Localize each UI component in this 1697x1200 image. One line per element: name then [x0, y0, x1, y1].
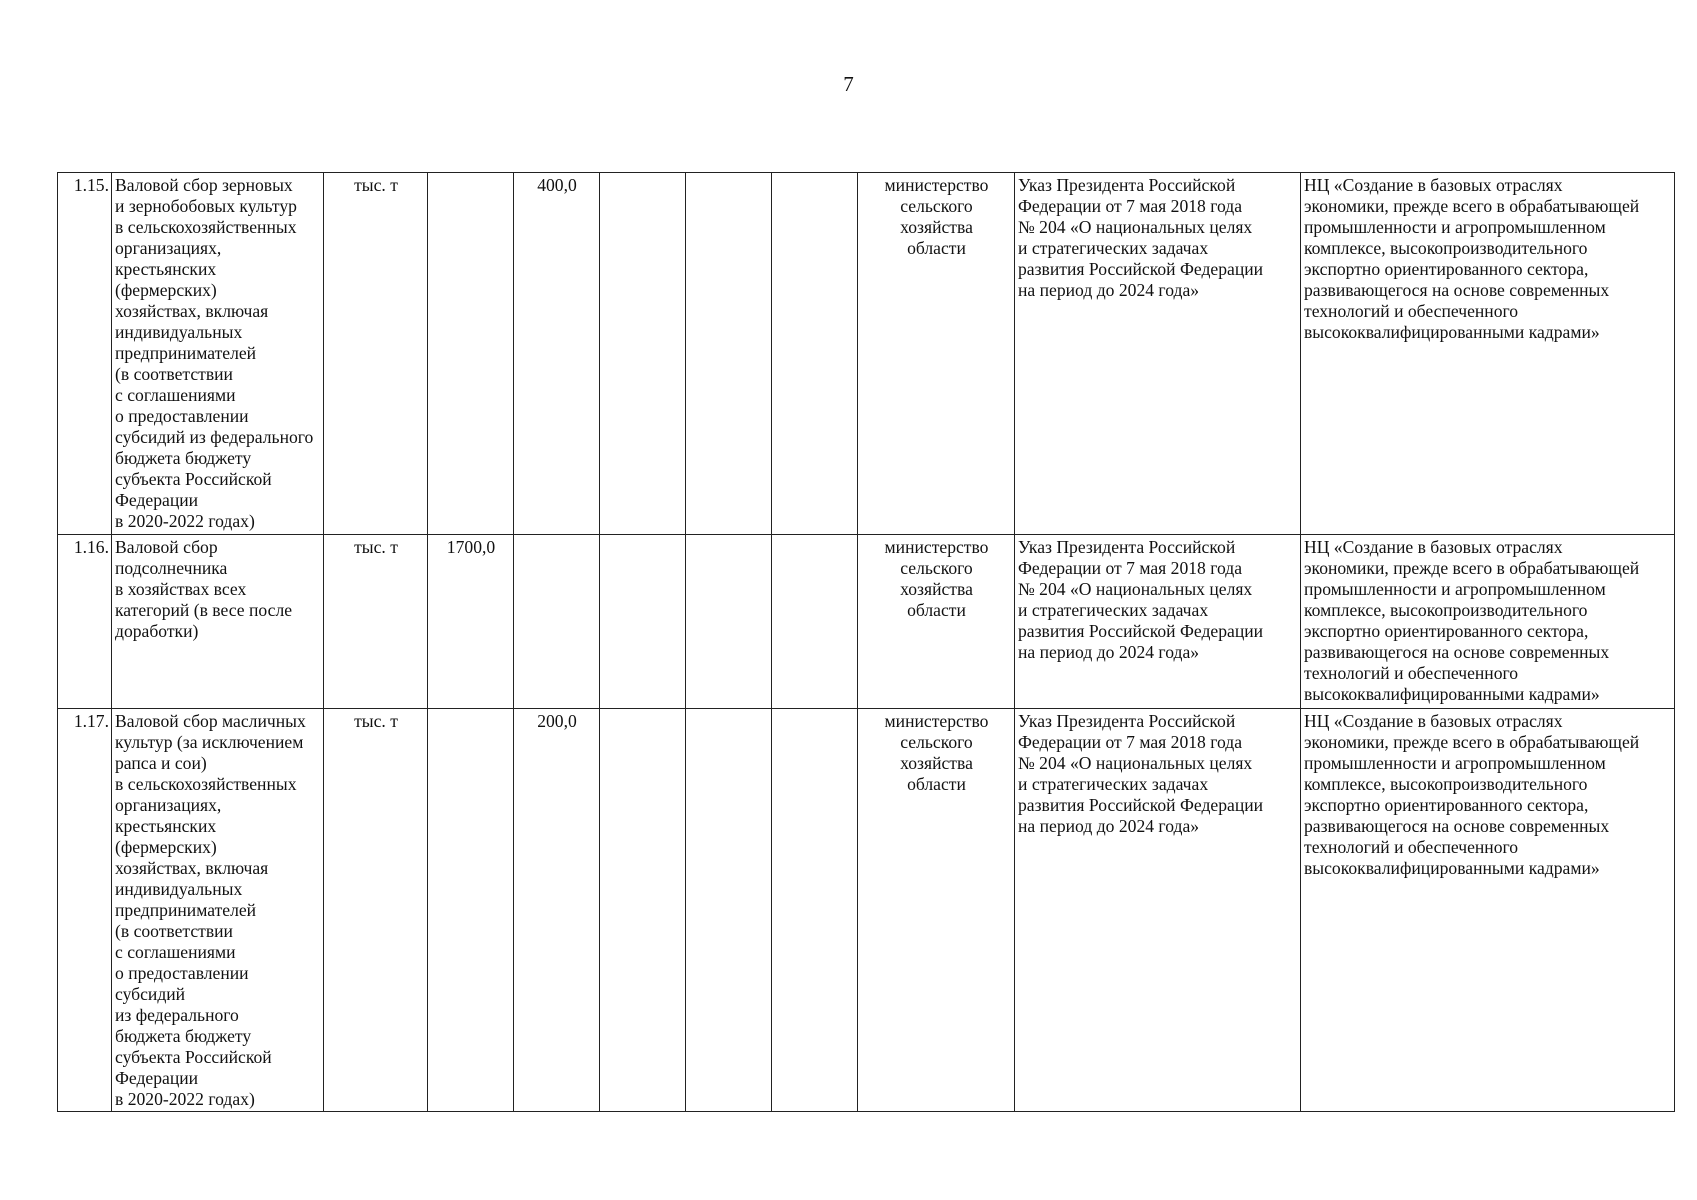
legal-basis-line: Федерации от 7 мая 2018 года: [1018, 196, 1243, 216]
value-cell: [772, 173, 858, 535]
indicator-name-line: подсолнечника: [115, 558, 228, 578]
indicator-name-line: индивидуальных: [115, 879, 243, 899]
indicator-name-line: Валовой сбор зерновых: [115, 175, 293, 195]
indicator-name-line: субъекта Российской: [115, 469, 272, 489]
value-cell: 200,0: [514, 709, 600, 1112]
value-cell: [772, 535, 858, 709]
indicator-name-line: (фермерских): [115, 837, 217, 857]
table-body: [58, 173, 1675, 1112]
responsible-body-line: министерство: [884, 537, 989, 557]
responsible-body: [858, 173, 1015, 535]
legal-basis-line: и стратегических задачах: [1018, 774, 1209, 794]
national-goal: [1301, 173, 1675, 535]
indicator-name-line: категорий (в весе после: [115, 600, 293, 620]
value-cell: [772, 709, 858, 1112]
value-cell: [600, 173, 686, 535]
legal-basis-line: Федерации от 7 мая 2018 года: [1018, 732, 1243, 752]
indicator-name-line: о предоставлении: [115, 406, 249, 426]
indicator-name-line: в хозяйствах всех: [115, 579, 247, 599]
indicator-name-line: предпринимателей: [115, 900, 257, 920]
indicator-name-line: крестьянских: [115, 816, 217, 836]
responsible-body-line: сельского: [900, 558, 973, 578]
national-goal-line: НЦ «Создание в базовых отраслях: [1304, 537, 1563, 557]
legal-basis-line: и стратегических задачах: [1018, 238, 1209, 258]
indicator-name-line: рапса и сои): [115, 753, 207, 773]
indicator-name-line: хозяйствах, включая: [115, 858, 269, 878]
national-goal: [1301, 535, 1675, 709]
national-goal-line: высококвалифицированными кадрами»: [1304, 322, 1600, 342]
table-row: [58, 709, 1675, 1112]
national-goal-line: экспортно ориентированного сектора,: [1304, 259, 1589, 279]
value-cell: [686, 173, 772, 535]
indicator-name-line: и зернобобовых культур: [115, 196, 297, 216]
national-goal-line: высококвалифицированными кадрами»: [1304, 858, 1600, 878]
indicator-name-line: организациях,: [115, 795, 222, 815]
indicator-name-line: в сельскохозяйственных: [115, 217, 297, 237]
national-goal: [1301, 709, 1675, 1112]
value-cell: [428, 709, 514, 1112]
responsible-body-line: области: [907, 774, 966, 794]
national-goal-line: экономики, прежде всего в обрабатывающей: [1304, 732, 1640, 752]
indicator-name-line: субсидий: [115, 984, 186, 1004]
indicator-name-line: бюджета бюджету: [115, 448, 252, 468]
indicator-name-line: индивидуальных: [115, 322, 243, 342]
row-number: 1.16.: [58, 535, 112, 709]
indicator-name-line: о предоставлении: [115, 963, 249, 983]
indicator-name-line: в сельскохозяйственных: [115, 774, 297, 794]
national-goal-line: НЦ «Создание в базовых отраслях: [1304, 175, 1563, 195]
page-number: 7: [843, 72, 854, 96]
national-goal-line: экспортно ориентированного сектора,: [1304, 621, 1589, 641]
value-cell: 400,0: [514, 173, 600, 535]
national-goal-line: развивающегося на основе современных: [1304, 642, 1610, 662]
unit-cell: тыс. т: [324, 535, 428, 709]
legal-basis-line: № 204 «О национальных целях: [1018, 753, 1253, 773]
legal-basis-line: Федерации от 7 мая 2018 года: [1018, 558, 1243, 578]
national-goal-line: технологий и обеспеченного: [1304, 837, 1519, 857]
legal-basis-line: на период до 2024 года»: [1018, 816, 1200, 836]
indicator-name-line: хозяйствах, включая: [115, 301, 269, 321]
responsible-body-line: хозяйства: [900, 217, 973, 237]
responsible-body-line: области: [907, 238, 966, 258]
indicator-name-line: Федерации: [115, 1068, 199, 1088]
indicator-name-line: предпринимателей: [115, 343, 257, 363]
indicator-name-line: субсидий из федерального: [115, 427, 314, 447]
row-number: 1.17.: [58, 709, 112, 1112]
national-goal-line: высококвалифицированными кадрами»: [1304, 684, 1600, 704]
legal-basis-line: на период до 2024 года»: [1018, 280, 1200, 300]
indicator-name-line: Федерации: [115, 490, 199, 510]
legal-basis-line: Указ Президента Российской: [1018, 537, 1236, 557]
indicator-name-line: (в соответствии: [115, 364, 233, 384]
legal-basis-line: развития Российской Федерации: [1018, 795, 1264, 815]
indicator-name-line: в 2020-2022 годах): [115, 511, 255, 531]
national-goal-line: технологий и обеспеченного: [1304, 301, 1519, 321]
legal-basis-line: на период до 2024 года»: [1018, 642, 1200, 662]
indicator-name-line: в 2020-2022 годах): [115, 1089, 255, 1109]
value-cell: [686, 535, 772, 709]
legal-basis-line: Указ Президента Российской: [1018, 711, 1236, 731]
table-row: [58, 535, 1675, 709]
national-goal-line: экономики, прежде всего в обрабатывающей: [1304, 196, 1640, 216]
value-cell: [428, 173, 514, 535]
value-cell: 1700,0: [428, 535, 514, 709]
indicator-name-line: (в соответствии: [115, 921, 233, 941]
national-goal-line: развивающегося на основе современных: [1304, 816, 1610, 836]
indicator-name-line: с соглашениями: [115, 385, 236, 405]
indicator-name-line: (фермерских): [115, 280, 217, 300]
responsible-body-line: сельского: [900, 732, 973, 752]
indicator-name-line: из федерального: [115, 1005, 239, 1025]
national-goal-line: промышленности и агропромышленном: [1304, 217, 1606, 237]
responsible-body-line: хозяйства: [900, 753, 973, 773]
indicator-name-line: субъекта Российской: [115, 1047, 272, 1067]
indicator-name-line: Валовой сбор масличных: [115, 711, 306, 731]
responsible-body: [858, 535, 1015, 709]
indicator-name-line: культур (за исключением: [115, 732, 304, 752]
responsible-body-line: сельского: [900, 196, 973, 216]
legal-basis: [1015, 709, 1301, 1112]
value-cell: [514, 535, 600, 709]
responsible-body-line: области: [907, 600, 966, 620]
indicator-name-line: доработки): [115, 621, 199, 641]
national-goal-line: НЦ «Создание в базовых отраслях: [1304, 711, 1563, 731]
unit-cell: тыс. т: [324, 709, 428, 1112]
indicator-name-line: с соглашениями: [115, 942, 236, 962]
national-goal-line: комплексе, высокопроизводительного: [1304, 600, 1588, 620]
national-goal-line: развивающегося на основе современных: [1304, 280, 1610, 300]
indicator-name: [112, 709, 324, 1112]
legal-basis-line: и стратегических задачах: [1018, 600, 1209, 620]
indicator-name: [112, 535, 324, 709]
national-goal-line: промышленности и агропромышленном: [1304, 753, 1606, 773]
value-cell: [600, 535, 686, 709]
indicator-name: [112, 173, 324, 535]
legal-basis: [1015, 173, 1301, 535]
responsible-body-line: хозяйства: [900, 579, 973, 599]
unit-cell: тыс. т: [324, 173, 428, 535]
legal-basis-line: № 204 «О национальных целях: [1018, 217, 1253, 237]
value-cell: [686, 709, 772, 1112]
national-goal-line: экономики, прежде всего в обрабатывающей: [1304, 558, 1640, 578]
national-goal-line: комплексе, высокопроизводительного: [1304, 238, 1588, 258]
indicator-name-line: бюджета бюджету: [115, 1026, 252, 1046]
indicator-name-line: крестьянских: [115, 259, 217, 279]
row-number: 1.15.: [58, 173, 112, 535]
national-goal-line: промышленности и агропромышленном: [1304, 579, 1606, 599]
legal-basis-line: № 204 «О национальных целях: [1018, 579, 1253, 599]
legal-basis-line: Указ Президента Российской: [1018, 175, 1236, 195]
indicator-name-line: Валовой сбор: [115, 537, 218, 557]
legal-basis-line: развития Российской Федерации: [1018, 259, 1264, 279]
indicators-table: [57, 172, 1675, 1112]
value-cell: [600, 709, 686, 1112]
indicator-name-line: организациях,: [115, 238, 222, 258]
responsible-body: [858, 709, 1015, 1112]
table-row: [58, 173, 1675, 535]
responsible-body-line: министерство: [884, 711, 989, 731]
legal-basis-line: развития Российской Федерации: [1018, 621, 1264, 641]
responsible-body-line: министерство: [884, 175, 989, 195]
national-goal-line: экспортно ориентированного сектора,: [1304, 795, 1589, 815]
national-goal-line: технологий и обеспеченного: [1304, 663, 1519, 683]
national-goal-line: комплексе, высокопроизводительного: [1304, 774, 1588, 794]
legal-basis: [1015, 535, 1301, 709]
